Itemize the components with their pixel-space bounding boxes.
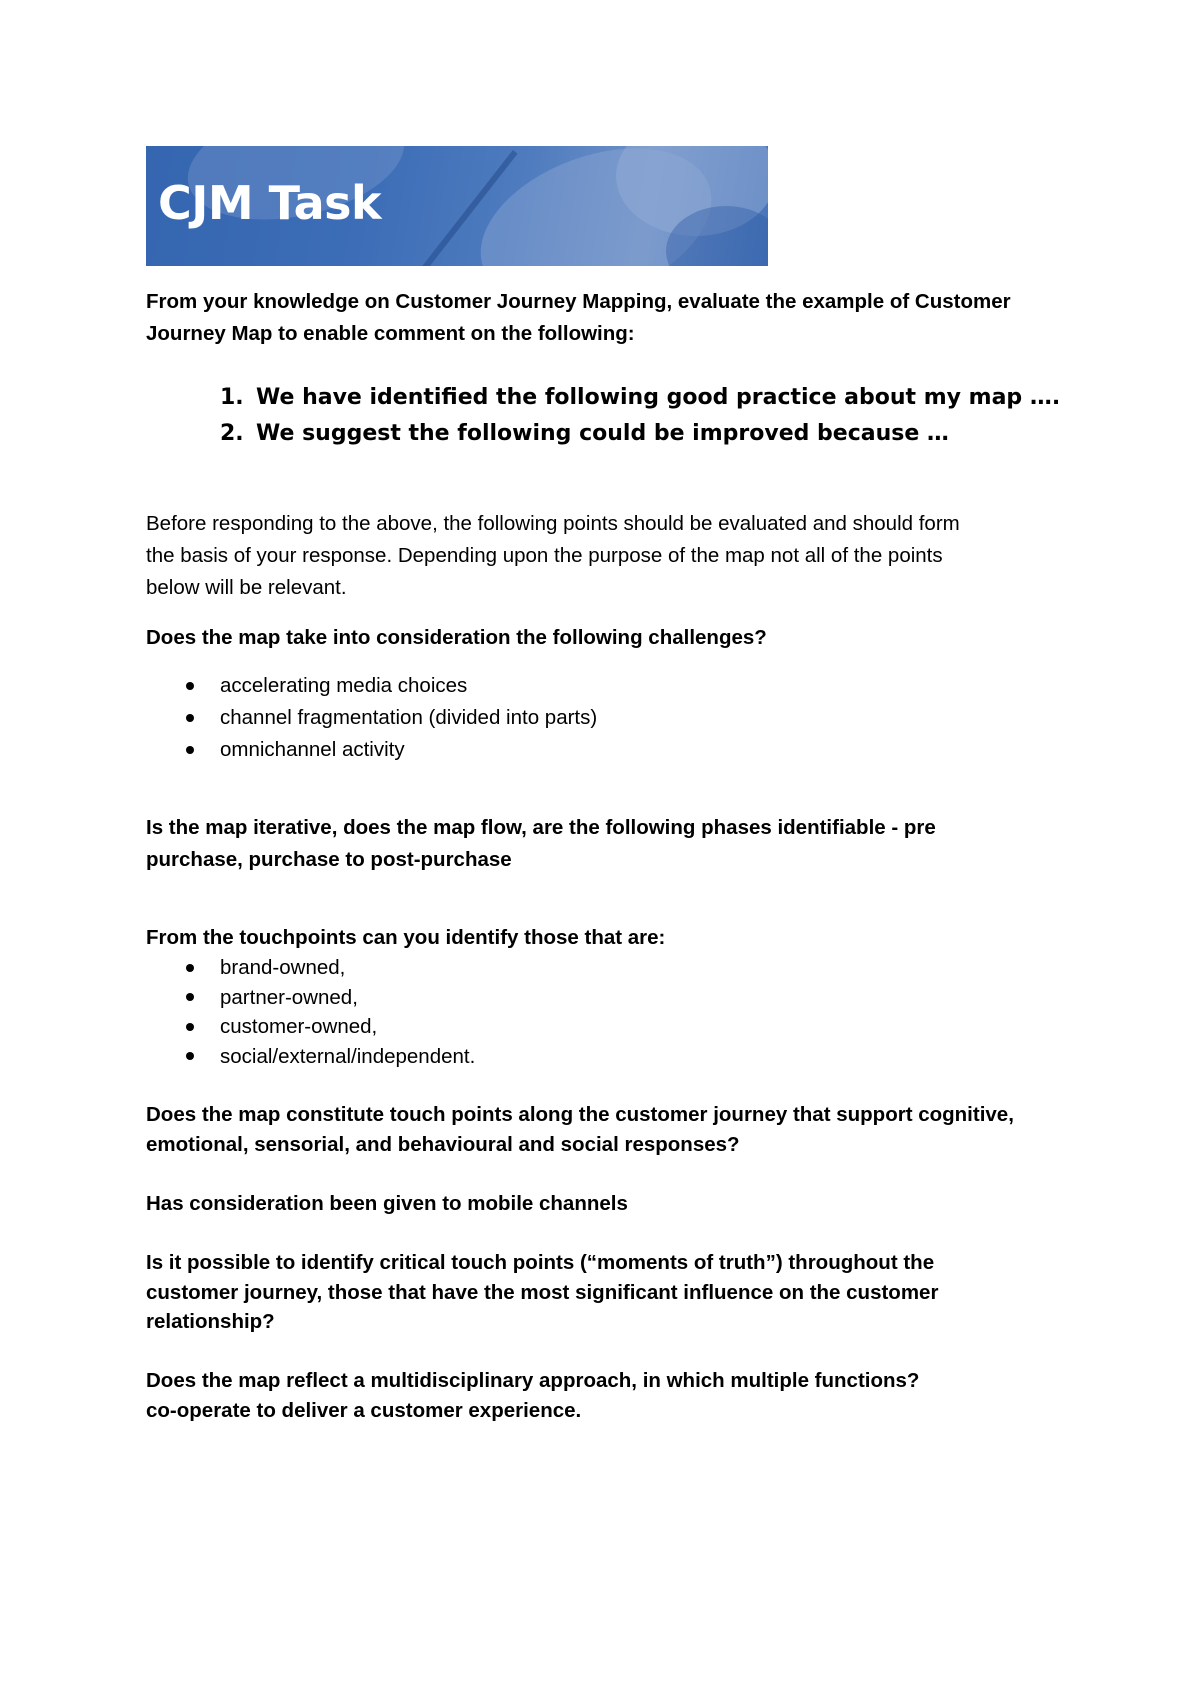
touchpoints-question: From the touchpoints can you identify those that are: bbox=[146, 926, 666, 949]
item-number: 2. bbox=[220, 421, 244, 446]
list-item-text: partner-owned, bbox=[220, 985, 358, 1009]
list-item bbox=[184, 953, 1044, 983]
question-line: Does the map reflect a multidisciplinary approach, in which multiple functions? bbox=[146, 1369, 920, 1392]
iterative-question bbox=[146, 812, 1066, 876]
touchpoints-list bbox=[184, 953, 1044, 1071]
list-item-text: brand-owned, bbox=[220, 956, 346, 979]
question-line: Is it possible to identify critical touch points (“moments of truth”) throughout the bbox=[146, 1251, 935, 1274]
question-line: relationship? bbox=[146, 1310, 275, 1333]
multidisciplinary-question bbox=[146, 1366, 1066, 1425]
list-item-text: accelerating media choices bbox=[220, 674, 468, 697]
item-text: We have identified the following good practice about my map …. bbox=[256, 385, 1061, 410]
list-item-text: channel fragmentation (divided into parts) bbox=[220, 706, 598, 729]
bullet-icon bbox=[186, 746, 194, 754]
question-line: customer journey, those that have the most significant influence on the customer bbox=[146, 1280, 939, 1304]
banner-image bbox=[146, 146, 768, 266]
bullet-icon bbox=[186, 714, 194, 722]
critical-touchpoints-question bbox=[146, 1248, 1066, 1337]
list-item bbox=[184, 702, 1044, 734]
numbered-list bbox=[220, 380, 1080, 452]
numbered-item bbox=[220, 416, 1080, 452]
list-item bbox=[184, 734, 1044, 766]
challenges-list bbox=[184, 670, 1044, 766]
challenges-question: Does the map take into consideration the following challenges? bbox=[146, 626, 767, 649]
numbered-item bbox=[220, 380, 1080, 416]
list-item-text: social/external/independent. bbox=[220, 1044, 476, 1068]
question-line: emotional, sensorial, and behavioural and social responses? bbox=[146, 1132, 740, 1156]
list-item bbox=[184, 1042, 1044, 1072]
intro-line: From your knowledge on Customer Journey Mapping, evaluate the example of Customer bbox=[146, 290, 1011, 313]
bullet-icon bbox=[186, 993, 194, 1001]
list-item-text: customer-owned, bbox=[220, 1015, 378, 1038]
list-item bbox=[184, 670, 1044, 702]
item-number: 1. bbox=[220, 385, 244, 410]
list-item bbox=[184, 1012, 1044, 1042]
question-line: Does the map constitute touch points along the customer journey that support cognitive, bbox=[146, 1103, 1014, 1126]
item-text: We suggest the following could be improved because … bbox=[256, 421, 949, 446]
intro-line: Journey Map to enable comment on the following: bbox=[146, 322, 635, 345]
bullet-icon bbox=[186, 1052, 194, 1060]
list-item-text: omnichannel activity bbox=[220, 738, 405, 761]
constitute-question bbox=[146, 1100, 1066, 1159]
question-line: Is the map iterative, does the map flow, are the following phases identifiable - pre bbox=[146, 816, 936, 839]
question-line: co-operate to deliver a customer experience. bbox=[146, 1398, 582, 1422]
paragraph-line: Before responding to the above, the following points should be evaluated and should form bbox=[146, 512, 960, 535]
list-item bbox=[184, 983, 1044, 1013]
paragraph-line: below will be relevant. bbox=[146, 576, 347, 599]
mobile-question: Has consideration been given to mobile channels bbox=[146, 1192, 628, 1215]
bullet-icon bbox=[186, 964, 194, 972]
intro-paragraph bbox=[146, 286, 1066, 350]
bullet-icon bbox=[186, 1023, 194, 1031]
bullet-icon bbox=[186, 682, 194, 690]
paragraph-line: the basis of your response. Depending upon the purpose of the map not all of the points bbox=[146, 544, 943, 567]
question-line: purchase, purchase to post-purchase bbox=[146, 848, 512, 871]
banner-title: CJM Task bbox=[158, 176, 382, 230]
before-paragraph bbox=[146, 508, 1066, 604]
